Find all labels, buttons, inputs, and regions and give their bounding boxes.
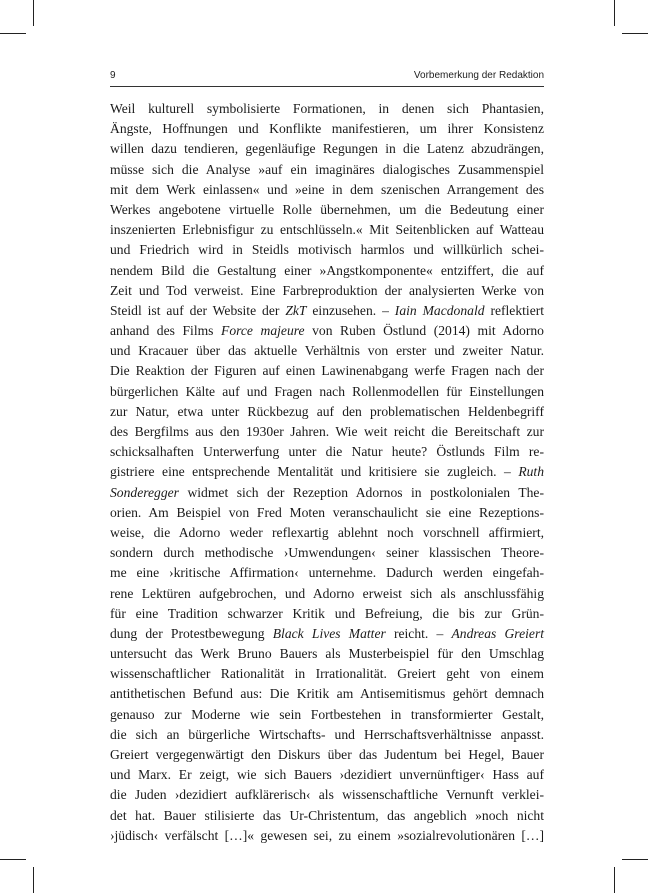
- text-segment: Greiert vergegenwärtigt den Diskurs über das Judentum bei Hegel, Bauer: [110, 747, 544, 762]
- italic-text: Black Lives Matter: [272, 625, 386, 641]
- text-line: [110, 483, 544, 503]
- text-segment: die Juden ›dezidiert aufklärerisch‹ als wissenschaftliche Vernunft verklei-: [110, 787, 544, 803]
- text-segment: anhand des Films: [110, 323, 222, 339]
- text-line: [110, 402, 544, 422]
- text-line: [110, 826, 544, 846]
- text-line: [110, 462, 544, 482]
- crop-mark: [614, 0, 615, 26]
- text-segment: von Ruben Östlund (2014) mit Adorno: [304, 323, 544, 339]
- text-line: [110, 644, 544, 664]
- italic-text: Force majeure: [221, 323, 305, 339]
- text-line: [110, 604, 544, 624]
- text-segment: gistriere eine entsprechende Mentalität und kritisiere sie zugleich. –: [110, 464, 519, 480]
- text-segment: müsse sich die Analyse »auf ein imaginäres dialogisches Zusammenspiel: [110, 161, 544, 177]
- text-line: [110, 220, 544, 240]
- text-segment: widmet sich der Rezeption Adornos in postkolonialen The-: [178, 484, 544, 500]
- text-line: [110, 705, 544, 725]
- text-line: [110, 160, 544, 180]
- text-segment: reflektiert: [484, 302, 545, 318]
- text-line: [110, 281, 544, 301]
- text-segment: det hat. Bauer stilisierte das Ur-Christentum, das angeblich »noch nicht: [110, 807, 544, 823]
- text-line: [110, 240, 544, 260]
- body-paragraph: [110, 99, 544, 846]
- text-line: [110, 422, 544, 442]
- text-line: [110, 684, 544, 704]
- text-segment: willen dazu tendieren, gegenläufige Regungen in die Latenz abzudrängen,: [110, 141, 544, 157]
- text-segment: orien. Am Beispiel von Fred Moten veranschaulicht sie eine Rezeptions-: [110, 504, 544, 520]
- running-header: [110, 70, 544, 84]
- text-line: [110, 361, 544, 381]
- text-segment: rene Lektüren aufgebrochen, und Adorno erweist sich als anschlussfähig: [110, 585, 544, 601]
- text-segment: mit dem Werk einlassen« und »eine in dem szenischen Arrangement des: [110, 181, 544, 197]
- text-segment: untersucht das Werk Bruno Bauers als Musterbeispiel für den Umschlag: [110, 646, 544, 662]
- text-segment: Weil kulturell symbolisierte Formationen, in denen sich Phantasien,: [110, 101, 544, 116]
- italic-text: Ruth: [518, 464, 544, 480]
- text-segment: einzusehen. –: [306, 302, 395, 318]
- text-segment: die sich an bürgerliche Wirtschafts- und Herrschaftsverhältnisse anpasst.: [110, 726, 544, 742]
- text-line: [110, 442, 544, 462]
- text-line: [110, 200, 544, 220]
- text-line: [110, 523, 544, 543]
- text-line: [110, 341, 544, 361]
- crop-mark: [614, 867, 615, 893]
- text-line: [110, 382, 544, 402]
- text-segment: wissenschaftlicher Rationalität in Irrationalität. Greiert geht von einem: [110, 666, 544, 682]
- text-line: [110, 503, 544, 523]
- text-segment: und Friedrich wird in Steidls motivisch harmlos und willkürlich schei-: [110, 242, 544, 258]
- crop-mark: [33, 0, 34, 26]
- text-line: [110, 543, 544, 563]
- text-segment: für eine Tradition schwarzer Kritik und Befreiung, die bis zur Grün-: [110, 605, 544, 621]
- text-line: [110, 139, 544, 159]
- text-line: [110, 99, 544, 119]
- text-line: [110, 119, 544, 139]
- text-line: [110, 806, 544, 826]
- crop-mark: [622, 33, 648, 34]
- text-segment: nendem Bild die Gestaltung einer »Angstkomponente« entziffert, die auf: [110, 262, 544, 278]
- text-line: [110, 180, 544, 200]
- text-segment: schicksalhaften Unterwerfung unter die Natur heute? Östlunds Film re-: [110, 444, 544, 460]
- text-segment: Die Reaktion der Figuren auf einen Lawinenabgang werfe Fragen nach der: [110, 363, 544, 379]
- text-segment: me eine ›kritische Affirmation‹ unternehme. Dadurch werden eingefah-: [110, 565, 544, 581]
- text-segment: antithetischen Befund aus: Die Kritik am Antisemitismus gehört demnach: [110, 686, 544, 702]
- text-line: [110, 725, 544, 745]
- text-segment: weise, die Adorno weder reflexartig ablehnt noch vorschnell affirmiert,: [110, 524, 544, 540]
- text-segment: inszenierten Erlebnisfigur zu entschlüsseln.« Mit Seitenblicken auf Watteau: [110, 222, 544, 238]
- italic-text: Andreas Greiert: [451, 625, 545, 641]
- text-line: [110, 563, 544, 583]
- text-segment: und Marx. Er zeigt, wie sich Bauers ›dezidiert unvernünftiger‹ Hass auf: [110, 767, 544, 783]
- crop-mark: [622, 859, 648, 860]
- crop-mark: [0, 859, 26, 860]
- text-segment: sondern durch methodische ›Umwendungen‹ seiner klassischen Theore-: [110, 545, 544, 561]
- text-segment: bürgerlichen Kälte auf und Fragen nach Rollenmodellen für Einstellungen: [110, 383, 544, 399]
- italic-text: Sonderegger: [110, 484, 179, 500]
- crop-mark: [33, 867, 34, 893]
- text-line: [110, 584, 544, 604]
- text-line: [110, 664, 544, 684]
- text-segment: ›jüdisch‹ verfälscht […]« gewesen sei, zu einem »sozialrevolutionären […]: [110, 827, 544, 843]
- text-line: [110, 321, 544, 341]
- text-segment: dung der Protestbewegung: [110, 625, 273, 641]
- running-title: Vorbemerkung der Redaktion: [413, 70, 544, 81]
- text-segment: zur Natur, etwa unter Rückbezug auf den problematischen Heldenbegriff: [110, 403, 544, 419]
- text-segment: genauso zur Moderne wie sein Fortbestehen in transformierter Gestalt,: [110, 706, 544, 722]
- text-segment: reicht. –: [385, 625, 452, 641]
- crop-mark: [0, 33, 26, 34]
- text-segment: des Bergfilms aus den 1930er Jahren. Wie weit reicht die Bereitschaft zur: [110, 424, 544, 439]
- text-segment: Zeit und Tod verweist. Eine Farbreproduktion der analysierten Werke von: [110, 282, 544, 298]
- italic-text: ZkT: [285, 302, 307, 318]
- text-line: [110, 745, 544, 765]
- text-line: [110, 301, 544, 321]
- text-segment: Steidl ist auf der Website der: [110, 302, 286, 318]
- text-line: [110, 261, 544, 281]
- text-segment: Ängste, Hoffnungen und Konflikte manifestieren, um ihrer Konsistenz: [110, 121, 544, 137]
- page-number: 9: [110, 70, 116, 81]
- text-line: [110, 785, 544, 805]
- text-line: [110, 765, 544, 785]
- header-rule: [110, 86, 544, 87]
- italic-text: Iain Macdonald: [394, 302, 485, 318]
- text-line: [110, 624, 544, 644]
- text-segment: Werkes angebotene virtuelle Rolle übernehmen, um die Bedeutung einer: [110, 201, 544, 217]
- text-segment: und Kracauer über das aktuelle Verhältnis von erster und zweiter Natur.: [110, 343, 544, 359]
